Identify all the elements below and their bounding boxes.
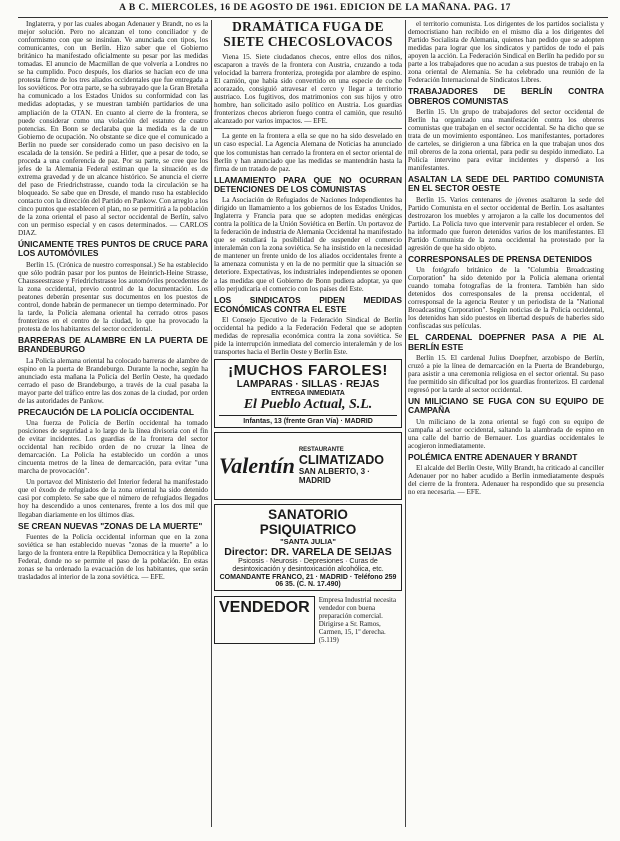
article-body: Berlín 15. El cardenal Julius Doepfner, arzobispo de Berlín, cruzó a pie la línea de demarcación en la Puerta de Brandeburgo, para asistir a una ceremonia religiosa en el sector oriental. Su paso fue permitido sin dificultad por los guardias fronterizos. El cardenal regresó por la tarde al sector occidental.	[408, 353, 604, 395]
article	[18, 478, 208, 518]
column-1	[18, 20, 208, 827]
article-body: el territorio comunista. Los dirigentes de los partidos socialista y democristiano han recibido en el mismo día a los dirigentes del Partido Socialista de Alemania, quienes han pedido que se adopten medidas para lograr que los sindicatos y partidos de todo el país apoyen la acción. La Federación Sindical en Berlín ha pedido por su parte a los trabajadores que no acudan a sus puestos de trabajo en la zona oriental de Alemania. Se ha celebrado una reunión de la Federación Internacional de Sindicatos Libres.	[408, 20, 604, 85]
article	[408, 255, 604, 331]
article-body: Inglaterra, y por las cuales abogan Adenauer y Brandt, no es la mejor solución. Pero no alcanzan el tono conciliador y de conformismo con que se insinúan. Ve anunciada con tipos, los comunicantes, con un Berlín. Hizo saber que el Gobierno británico ha manifestado oficialmente su pesar por las medidas tomadas. El anuncio de Macmillan de que volvería a Londres no se ha cumplido. Poco después, los diarios se hacían eco de una protesta firme de los tres aliados occidentales que fue entregada a los soviéticos. Por otra parte, se ha subrayado que la Gran Bretaña ha comunicado a los Estados Unidos su conformidad con las medidas adoptadas, y se muestran también partidarios de una ampliación de la OTAN. En cuanto al cierre de la frontera, se puede considerar como una violación del estatuto de cuatro potencias. En Bonn se declaraba que la medida es la de un Gobierno de ocupación. No obstante se dice que el comunicado a Berlín no puede ser considerado como un paso decisivo en la escalada de la tensión. Se pedirá a Hitler, que a pesar de todo, se proceda a una conferencia de paz. Por su parte, se cree que los jefes de la Alemania Federal estiman que la situación es de extrema gravedad y de un alcance histórico. Se anuncia el cierre del paso de Friedrichstrasse, cuando toda la circulación se ha bloqueado. Se sabe que en Dresde, el mando ruso ha establecido contacto con la dirección del Partido en Pankow. Con arreglo a los cinco puntos que establecen el plan, no se permitirá a la población de la zona oriental el paso al sector occidental de Berlín, salvo con un permiso especial y en casos determinados. — CARLOS DIAZ.	[18, 20, 208, 238]
article-body: La Asociación de Refugiados de Naciones Independientes ha dirigido un llamamiento a los gobiernos de los Estados Unidos, Inglaterra y Francia para que se adopten medidas enérgicas contra la política de la Unión Soviética en Berlín. Un portavoz de la federación de industria de Alemania Occidental ha manifestado que se estudiará la posibilidad de suspender el comercio interalemán con la zona soviética. Se ha insistido en la necesidad de mantener un frente unido de los aliados occidentales frente a la amenaza comunista y en la de no permitir que la situación se deteriore. Expectativas, los industriales independientes se oponen a las medidas que el Gobierno de Bonn pudiera adoptar, ya que ello perjudicaría el comercio con los países del Este.	[214, 196, 402, 293]
column-divider	[211, 20, 212, 827]
article-body: Viena 15. Siete ciudadanos checos, entre ellos dos niños, escaparon a través de la frontera con Austria, cruzando a toda velocidad la barrera fronteriza, protegida por alambre de espino. El camión, que había sido convertido en una especie de coche acorazado, consiguió atravesar el cerco y llegar a territorio austriaco. Los fugitivos, dos matrimonios con sus hijos y otro hombre, han solicitado asilo político en Austria. Los guardias fronterizos checos abrieron fuego contra el camión, que resultó alcanzado por varios impactos. — EFE.	[214, 53, 402, 126]
article-headline: LLAMAMIENTO PARA QUE NO OCURRAN DETENCIONES DE LOS COMUNISTAS	[214, 174, 402, 194]
header-rule	[18, 17, 608, 18]
article-body: Fuentes de la Policía occidental informan que en la zona soviética se han establecido nuevas "zonas de la muerte" a lo largo de la frontera entre la República Democrática y la República Federal, donde no se permite el paso de la población. En estas zonas se ha ordenado la evacuación de los habitantes, que serán trasladados al interior de la zona soviética. — EFE.	[18, 532, 208, 581]
ad-text-block	[299, 447, 397, 485]
article-headline: ÚNICAMENTE TRES PUNTOS DE CRUCE PARA LOS AUTOMÓVILES	[18, 239, 208, 259]
ad-line: Empresa Industrial necesita vendedor con buena preparación comercial. Dirigirse a Sr. Ramos, Carmen, 15, 1º derecha. (5.119)	[318, 596, 397, 645]
article	[408, 333, 604, 394]
article-body: El alcalde del Berlín Oeste, Willy Brandt, ha criticado al canciller Adenauer por no haber acudido a Berlín inmediatamente después del cierre de la frontera. Adenauer ha respondido que su presencia no era necesaria. — EFE.	[408, 463, 604, 497]
ad-line: CLIMATIZADO	[298, 453, 384, 468]
article	[18, 408, 208, 476]
article	[18, 240, 208, 333]
ad-line: SANATORIO PSIQUIATRICO	[259, 507, 357, 538]
column-divider	[405, 20, 406, 827]
article-headline: SE CREAN NUEVAS "ZONAS DE LA MUERTE"	[18, 520, 203, 531]
vendedor-ad	[214, 596, 402, 644]
article	[18, 20, 208, 237]
article-body: Un fotógrafo británico de la "Columbia Broadcasting Corporation" ha sido detenido por la Policía alemana oriental cuando tomaba fotografías de la frontera. También han sido detenidos dos corresponsales de la prensa occidental, el corresponsal de la agencia Reuter y un periodista de la "National Broadcasting Corporation". Según noticias de la Policía occidental, los detenidos han sido puestos en libertad después de haberles sido confiscadas sus películas.	[408, 266, 604, 331]
article	[408, 87, 604, 172]
article	[408, 453, 604, 496]
farolas-ad	[214, 359, 402, 428]
ad-line: RESTAURANTE	[298, 447, 344, 454]
article	[408, 175, 604, 252]
article-headline: ASALTAN LA SEDE DEL PARTIDO COMUNISTA EN EL SECTOR OESTE	[408, 174, 604, 194]
ad-line: COMANDANTE FRANCO, 21 · MADRID · Teléfono 259 06 35. (C. N. 17.490)	[219, 574, 397, 589]
ad-line: Director: DR. VARELA DE SEIJAS	[224, 546, 392, 559]
article-body: El Consejo Ejecutivo de la Federación Sindical de Berlín occidental ha pedido a la Federación Federal que se adopten medidas de represalia económica contra la zona soviética. Se pide la interrupción inmediata del comercio interalemán y de los transportes hacia el Berlín Oeste y Berlín Este.	[214, 316, 402, 357]
article	[214, 20, 402, 125]
article	[408, 397, 604, 450]
article-body: Un miliciano de la zona oriental se fugó con su equipo de campaña al sector occidental, saltando la alambrada de espino en una calle del barrio de Bernauer. Los guardias occidentales le acogieron inmediatamente.	[408, 417, 604, 450]
article	[214, 132, 402, 172]
sanatorio-ad	[214, 504, 402, 591]
ad-line: ¡MUCHOS FAROLES!	[228, 362, 388, 380]
article-headline: TRABAJADORES DE BERLÍN CONTRA OBREROS COMUNISTAS	[408, 86, 604, 106]
article-body: La gente en la frontera a ella se que no ha sido desvelado en un caso especial. La Agencia Alemana de Noticias ha anunciado que los comunistas han cerrado la frontera en el sector oriental de Berlín y han anunciado que las medidas se mantendrán hasta la firma de un tratado de paz.	[214, 132, 402, 173]
article-headline: UN MILICIANO SE FUGA CON SU EQUIPO DE CAMPAÑA	[408, 396, 604, 416]
article	[214, 176, 402, 293]
ad-line: SAN ALBERTO, 3 · MADRID	[298, 467, 370, 486]
article	[408, 20, 604, 84]
article	[214, 296, 402, 357]
article-body: Berlín 15. Un grupo de trabajadores del sector occidental de Berlín ha organizado una manifestación contra los obreros comunistas que trabajan en el sector occidental. Se ha dicho que se trata de un movimiento espontáneo. Los manifestantes, portadores de carteles, se dirigieron a una fábrica en la que trabajan unos dos mil obreros de la zona oriental, para pedir su despido inmediato. La Policía intervino para evitar incidentes y dispersó a los manifestantes.	[408, 107, 604, 173]
ad-line: "SANTA JULIA"	[280, 537, 336, 547]
article-headline: EL CARDENAL DOEPFNER PASA A PIE AL BERLÍN ESTE	[408, 332, 604, 352]
article-headline: PRECAUCIÓN DE LA POLICÍA OCCIDENTAL	[18, 406, 195, 417]
article-body: La Policía alemana oriental ha colocado barreras de alambre de espino en la puerta de Brandeburgo. Durante la noche, según ha anunciado esta mañana la Policía del Berlín Oeste, ha quedado cerrado el paso de Brandeburgo, a través de la cual pasaba la mayor parte del tráfico entre las dos zonas de la ciudad, por orden de las autoridades de Pankow.	[18, 356, 208, 405]
ad-brand: Valentín	[219, 453, 295, 479]
column-3	[408, 20, 604, 827]
article-body: Un portavoz del Ministerio del Interior federal ha manifestado que el éxodo de refugiados de la zona oriental ha sido detenido casi por completo. Se sabe que el número de refugiados llegados hoy ha descendido a unos centenares, frente a los dos mil que llegaban diariamente en los últimos días.	[18, 478, 208, 519]
article	[18, 336, 208, 405]
ad-line: Infantas, 13 (frente Gran Vía) · MADRID	[219, 415, 397, 425]
ad-line: Psicosis · Neurosis · Depresiones · Curas de desintoxicación y desintoxicación alcohólica, etc.	[232, 558, 384, 574]
ad-line: LAMPARAS · SILLAS · REJAS	[236, 379, 380, 391]
ad-brand-block	[219, 453, 295, 479]
article-body: Berlín 15. (Crónica de nuestro corresponsal.) Se ha establecido que sólo podrán pasar por los puntos de Heinrich-Heine Strasse, Chausseestrasse y Friedrichstrasse los automóviles procedentes de la zona occidental, previo control de la documentación. Los peatones deberán presentar sus documentos en los puestos de control, donde habrán de permanecer un tiempo determinado. Por la tarde, la Policía alemana oriental ha cerrado otros pasos fronterizos en el centro de la ciudad, lo que ha provocado la protesta de los habitantes del sector occidental.	[18, 260, 208, 334]
article-body: Berlín 15. Varios centenares de jóvenes asaltaron la sede del Partido Comunista en el sector occidental de Berlín. Los asaltantes destrozaron los muebles y arrojaron a la calle los documentos del Partido. La Policía tuvo que intervenir para restablecer el orden. Se ha informado que fueron detenidos varios de los manifestantes. El Partido Comunista de la zona occidental ha protestado por la agresión de que ha sido objeto.	[408, 195, 604, 252]
ad-line: VENDEDOR	[214, 596, 315, 644]
article-headline: POLÉMICA ENTRE ADENAUER Y BRANDT	[408, 451, 578, 462]
article-headline: DRAMÁTICA FUGA DE SIETE CHECOSLOVACOS	[223, 20, 393, 49]
article	[18, 522, 208, 581]
article-headline: CORRESPONSALES DE PRENSA DETENIDOS	[408, 253, 592, 264]
article-headline: LOS SINDICATOS PIDEN MEDIDAS ECONÓMICAS CONTRA EL ESTE	[214, 294, 402, 314]
article-headline: BARRERAS DE ALAMBRE EN LA PUERTA DE BRANDEBURGO	[18, 335, 208, 355]
article-divider	[214, 128, 402, 129]
article-body: Una fuerza de Policía de Berlín occidental ha tomado posiciones de seguridad a lo largo de la línea divisoria con el fin de evitar incidentes. Los guardias de la frontera del sector occidental han recibido orden de no cruzar la línea de demarcación. La Policía ha establecido un cordón a unos cincuenta metros de la línea de demarcación, para evitar "una marcha de provocación".	[18, 418, 208, 476]
ad-line: ENTREGA INMEDIATA	[271, 390, 345, 398]
valentin-restaurant-ad	[214, 432, 402, 500]
column-2	[214, 20, 402, 827]
ad-line: El Pueblo Actual, S.L.	[243, 397, 373, 413]
page-header: A B C. MIERCOLES, 16 DE AGOSTO DE 1961. EDICION DE LA MAÑANA. PAG. 17	[119, 3, 511, 13]
